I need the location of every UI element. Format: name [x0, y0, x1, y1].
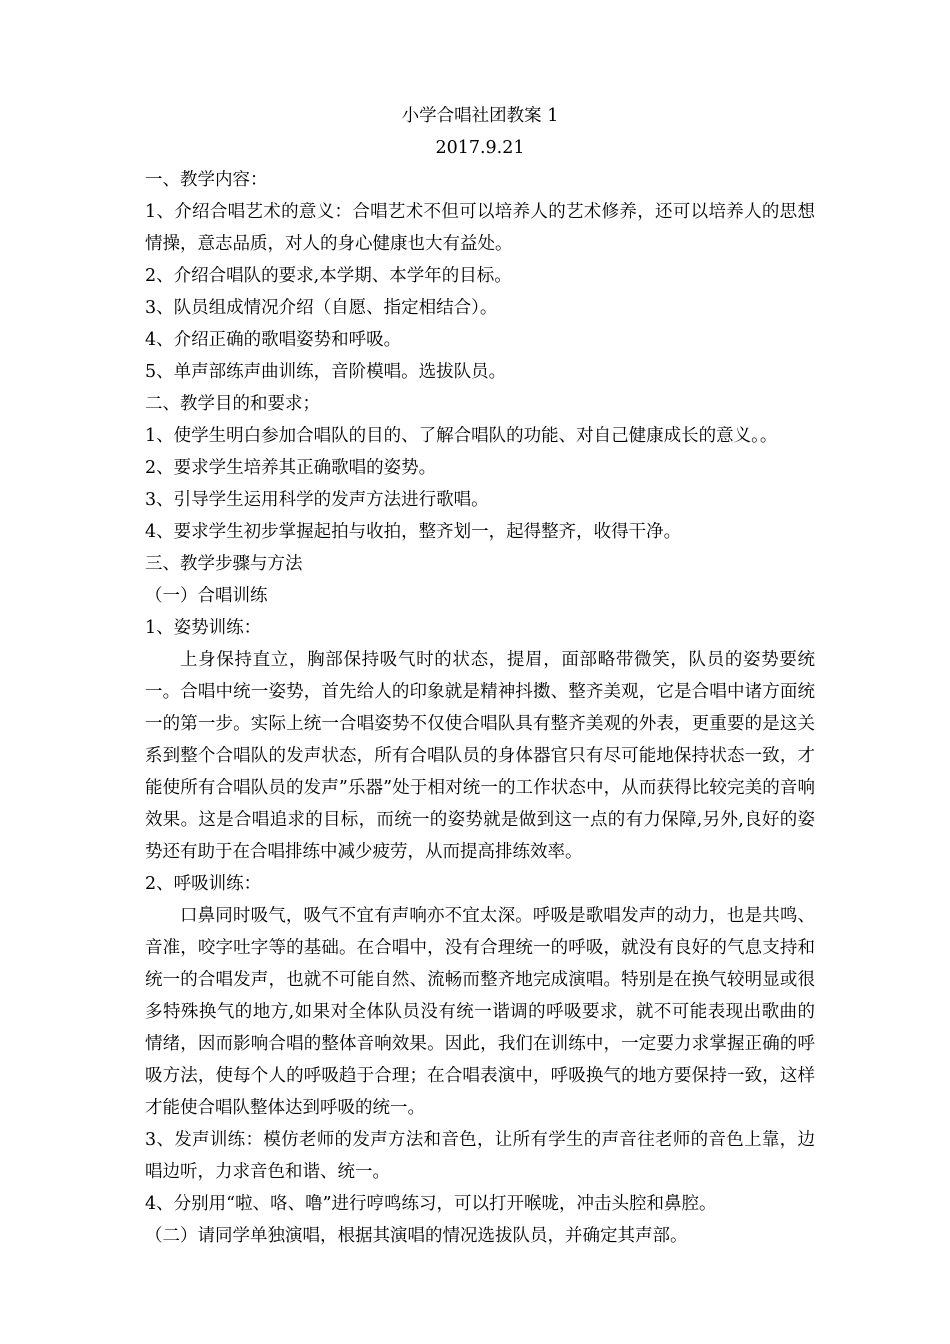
text-line: 2、呼吸训练： — [145, 874, 262, 894]
text-line: 2、要求学生培养其正确歌唱的姿势。 — [145, 458, 437, 478]
text-line: 4、介绍正确的歌唱姿势和呼吸。 — [145, 330, 402, 350]
paragraph: 3、发声训练：模仿老师的发声方法和音色，让所有学生的声音往老师的音色上靠，边唱边听，力求音色和谐、统一。 — [145, 1130, 815, 1182]
text-line: 4、要求学生初步掌握起拍与收拍，整齐划一，起得整齐，收得干净。 — [145, 522, 682, 542]
text-line: （一）合唱训练 — [145, 586, 268, 606]
text-line: 3、队员组成情况介绍（自愿、指定相结合）。 — [145, 298, 498, 318]
text-line: 5、单声部练声曲训练，音阶模唱。选拔队员。 — [145, 362, 507, 382]
document-body — [145, 164, 815, 1252]
text-line: 一、教学内容： — [145, 170, 268, 190]
text-line: （二）请同学单独演唱，根据其演唱的情况选拔队员，并确定其声部。 — [145, 1226, 688, 1246]
document-date: 2017.9.21 — [435, 138, 525, 158]
text-line: 1、使学生明白参加合唱队的目的、了解合唱队的功能、对自己健康成长的意义。。 — [145, 426, 778, 446]
text-line: 3、引导学生运用科学的发声方法进行歌唱。 — [145, 490, 489, 510]
text-line: 4、分别用“啦、咯、噜”进行哼鸣练习，可以打开喉咙，冲击头腔和鼻腔。 — [145, 1194, 717, 1214]
paragraph: 上身保持直立，胸部保持吸气时的状态，提眉，面部略带微笑，队员的姿势要统一。合唱中统一姿势，首先给人的印象就是精神抖擞、整齐美观，它是合唱中诸方面统一的第一步。实际上统一合唱姿势不仅使合唱队具有整齐美观的外表，更重要的是这关系到整个合唱队的发声状态，所有合唱队员的身体器官只有尽可能地保持状态一致，才能使所有合唱队员的发声”乐器”处于相对统一的工作状态中，从而获得比较完美的音响效果。这是合唱追求的目标，而统一的姿势就是做到这一点的有力保障,另外,良好的姿势还有助于在合唱排练中减少疲劳，从而提高排练效率。 — [145, 650, 815, 862]
paragraph: 口鼻同时吸气，吸气不宜有声响亦不宜太深。呼吸是歌唱发声的动力，也是共鸣、音准，咬字吐字等的基础。在合唱中，没有合理统一的呼吸，就没有良好的气息支持和统一的合唱发声，也就不可能自然、流畅而整齐地完成演唱。特别是在换气较明显或很多特殊换气的地方,如果对全体队员没有统一谐调的呼吸要求，就不可能表现出歌曲的情绪，因而影响合唱的整体音响效果。因此，我们在训练中，一定要力求掌握正确的呼吸方法，使每个人的呼吸趋于合理；在合唱表演中，呼吸换气的地方要保持一致，这样才能使合唱队整体达到呼吸的统一。 — [145, 906, 815, 1118]
text-line: 2、介绍合唱队的要求,本学期、本学年的目标。 — [145, 266, 512, 286]
text-line: 二、教学目的和要求； — [145, 394, 320, 414]
document-title: 小学合唱社团教案 1 — [401, 106, 559, 126]
document-page — [145, 100, 815, 1252]
paragraph: 1、介绍合唱艺术的意义：合唱艺术不但可以培养人的艺术修养，还可以培养人的思想情操，意志品质，对人的身心健康也大有益处。 — [145, 202, 815, 254]
text-line: 三、教学步骤与方法 — [145, 554, 303, 574]
text-line: 1、姿势训练： — [145, 618, 262, 638]
